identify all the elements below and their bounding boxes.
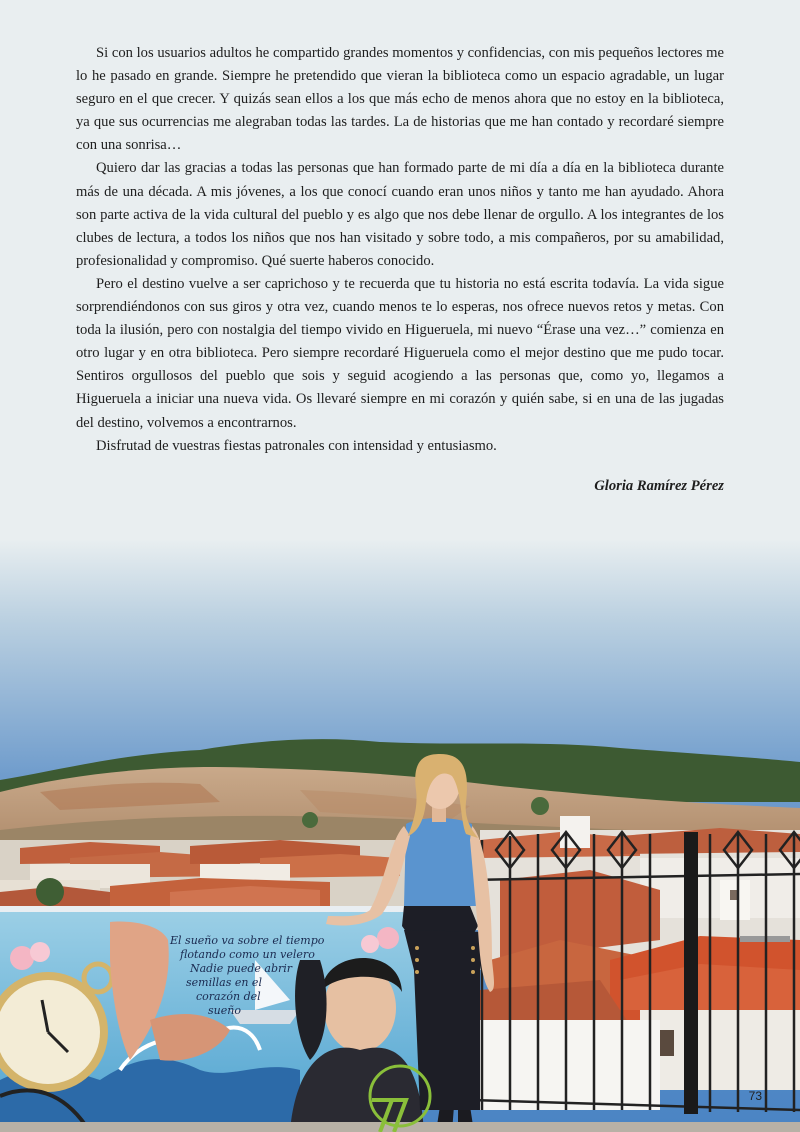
article-paragraph: Quiero dar las gracias a todas las personas que han formado parte de mi día a día en la biblioteca durante más de una década. A mis jóvenes, a los que conocí cuando eran unos niños y tanto me han ayudado. Ahora son parte activa de la vida cultural del pueblo y es algo que nos debe llenar de orgullo. A los integrantes de los clubes de lectura, a todos los niños que nos han visitado y sobre todo, a mis compañeros, por su amabilidad, profesionalidad y compromiso. Qué suerte haberos conocido. [76, 160, 724, 269]
mural-line: Nadie puede abrir [190, 962, 293, 975]
page-number: 73 [748, 1089, 762, 1103]
mural-line: flotando como un velero [180, 948, 315, 961]
mural-line: El sueño va sobre el tiempo [170, 934, 325, 947]
mural-line: sueño [208, 1004, 241, 1017]
article-paragraph: Pero el destino vuelve a ser caprichoso y te recuerda que tu historia no está escrita todavía. La vida sigue sorprendiéndonos con sus giros y otra vez, cuando menos te lo esperas, nos ofrece nuevos retos y metas. Con toda la ilusión, pero con nostalgia del tiempo vivido en Higueruela, mi nuevo “Érase una vez…” comienza en otro lugar y en otra biblioteca. Pero siempre recordaré Higueruela como el mejor destino que me pudo tocar. Sentiros orgullosos del pueblo que sois y seguid acogiendo a las personas que, como yo, llegamos a Higueruela a iniciar una nueva vida. Os llevaré siempre en mi corazón y quién sabe, si en una de las jugadas del destino, volvemos a encontrarnos. [76, 275, 724, 431]
article-body [76, 42, 724, 458]
article-paragraph: Disfrutad de vuestras fiestas patronales con intensidad y entusiasmo. [96, 437, 497, 454]
village-photo [0, 540, 800, 1132]
mural-wall [0, 906, 424, 1132]
author-signature: Gloria Ramírez Pérez [594, 478, 724, 494]
mural-line: semillas en el [186, 976, 262, 989]
mural-line: corazón del [196, 990, 261, 1003]
article-paragraph: Si con los usuarios adultos he compartido grandes momentos y confidencias, con mis pequeños lectores me lo he pasado en grande. Siempre he pretendido que vieran la biblioteca como un espacio agradable, un lugar seguro en el que crecer. Y quizás sean ellos a los que más echo de menos ahora que no estoy en la biblioteca, ya que sus ocurrencias me alegraban todas las tardes. La de historias que me han contado y recordaré siempre con una sonrisa… [76, 45, 724, 154]
